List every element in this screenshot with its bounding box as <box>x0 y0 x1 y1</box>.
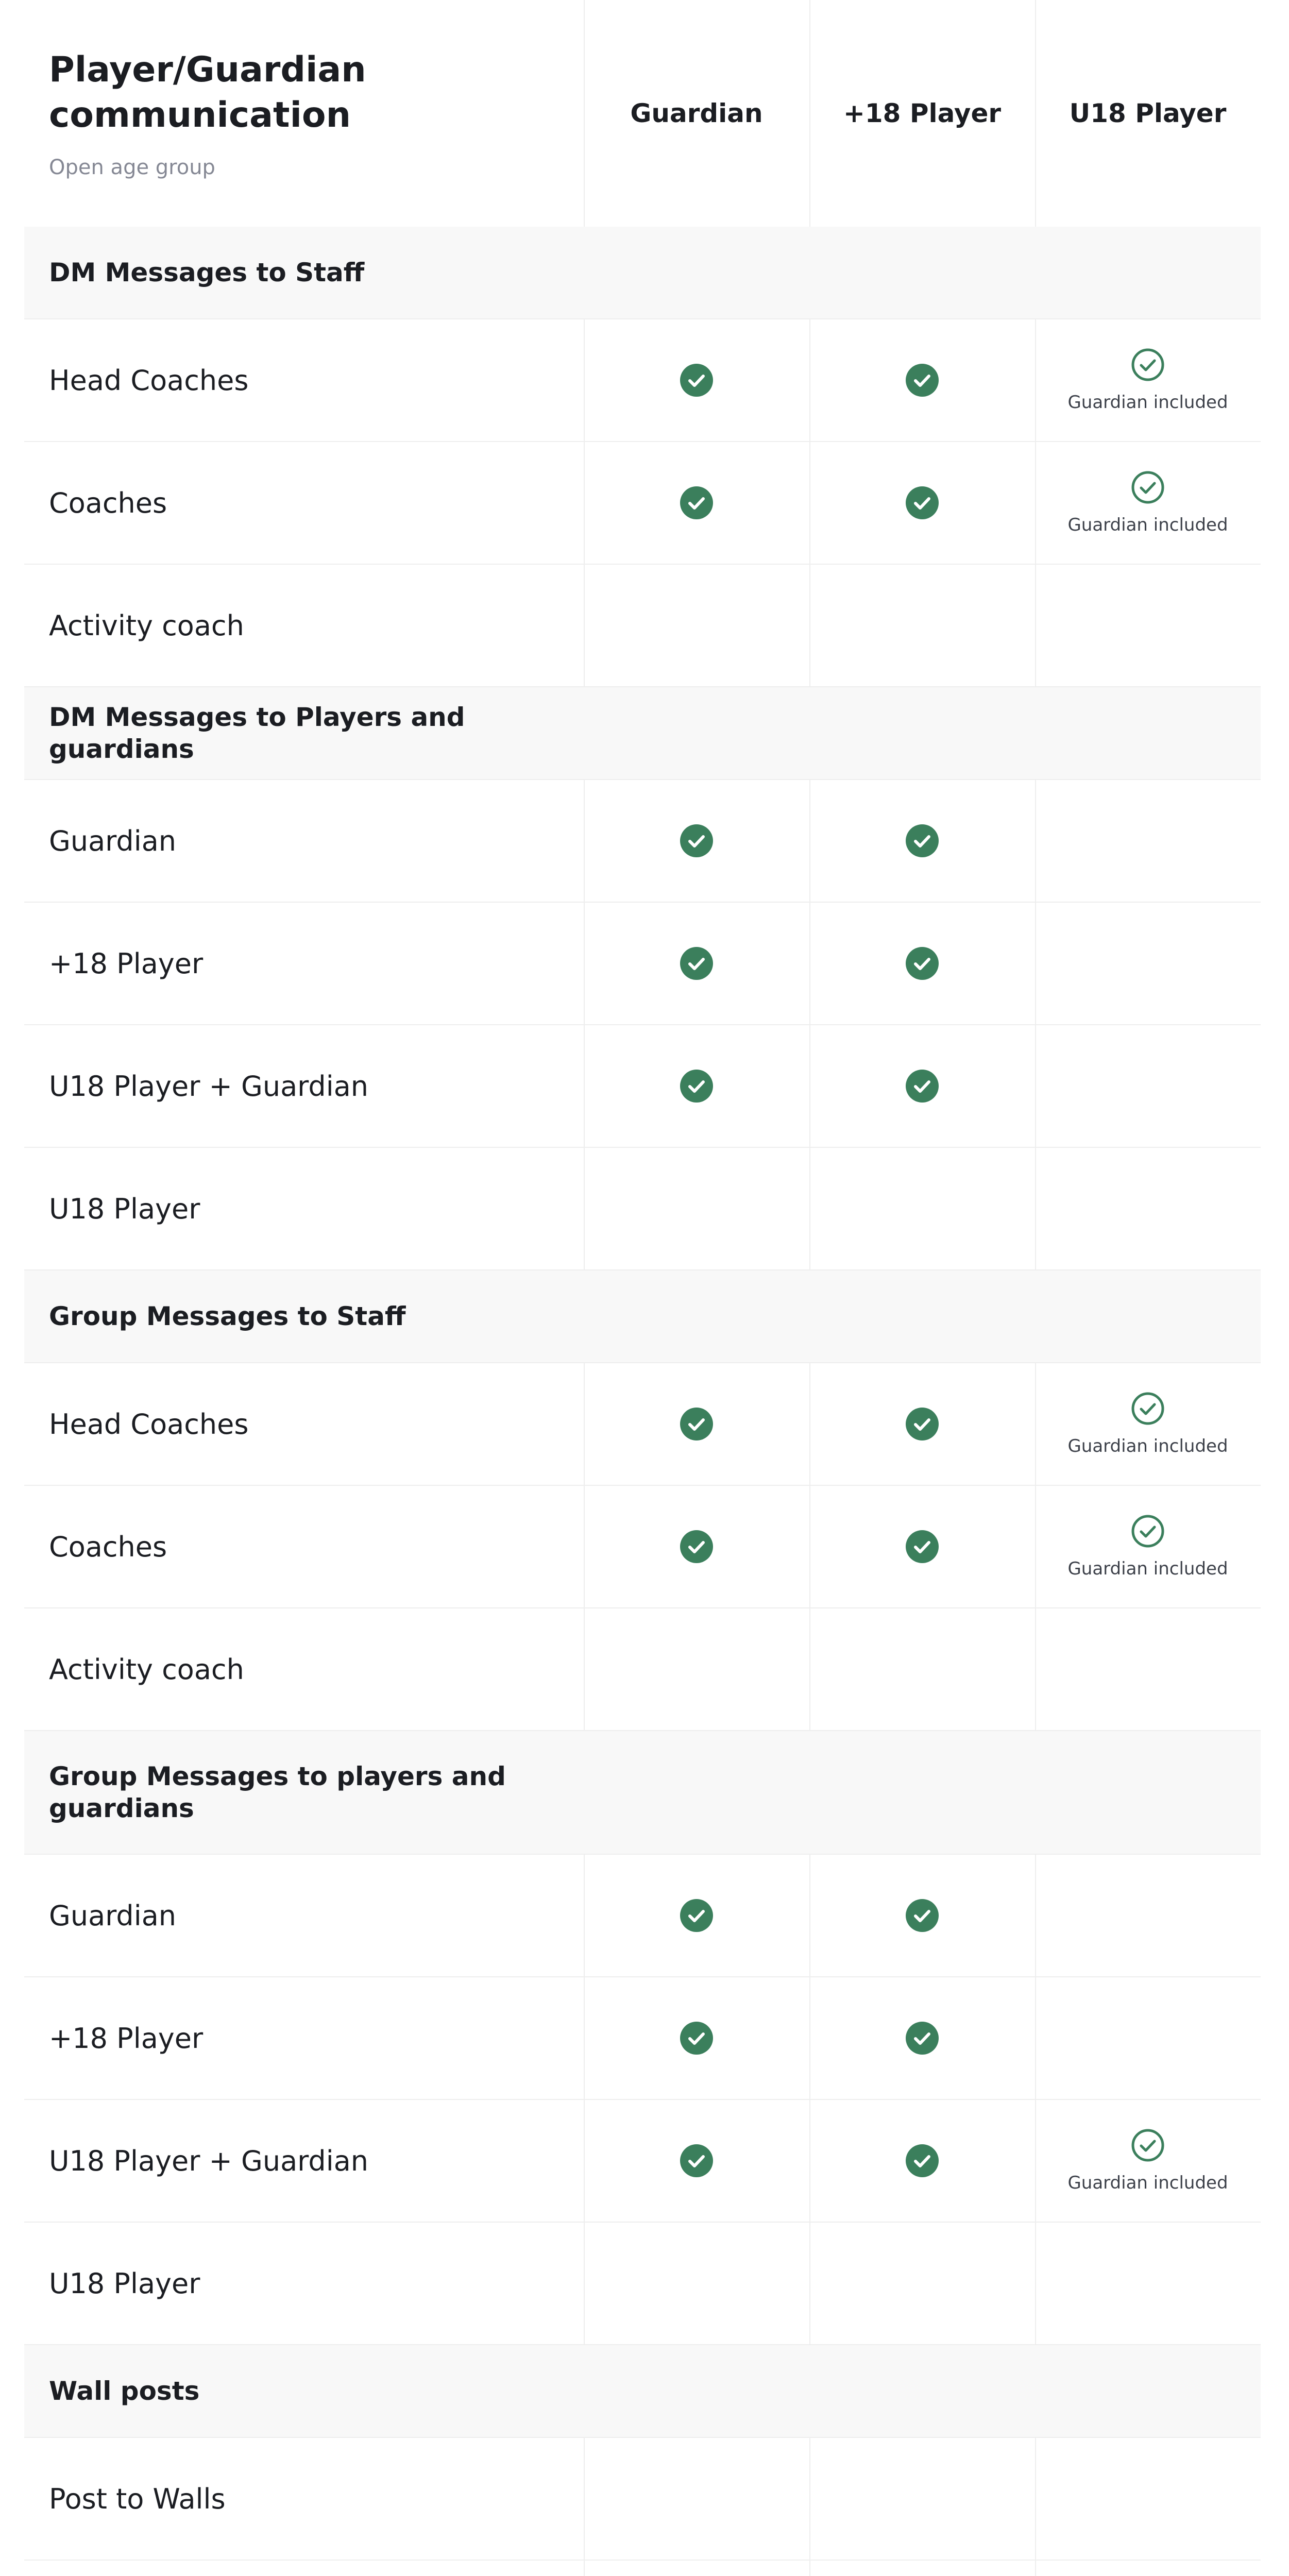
row-label: Activity coach <box>49 1653 244 1686</box>
check-circle-filled-icon <box>905 946 939 980</box>
check-circle-filled-icon <box>905 363 939 397</box>
table-row <box>24 1486 1261 1608</box>
permission-cell <box>809 363 1035 397</box>
guardian-included-note: Guardian included <box>1067 392 1228 413</box>
header-title-cell <box>24 47 584 179</box>
row-label: +18 Player <box>49 947 203 980</box>
column-header-18-player: +18 Player <box>843 98 1002 128</box>
section-title-group-messages-to-staff: Group Messages to Staff <box>49 1301 406 1331</box>
permission-cell <box>584 1530 809 1564</box>
section-header <box>24 687 1261 780</box>
permission-cell <box>584 824 809 858</box>
row-label: U18 Player <box>49 1192 200 1225</box>
table-row <box>24 2100 1261 2223</box>
table-row <box>24 565 1261 687</box>
check-circle-filled-icon <box>905 1530 939 1564</box>
section-title-dm-messages-to-staff: DM Messages to Staff <box>49 258 365 287</box>
table-row <box>24 319 1261 442</box>
check-circle-filled-icon <box>680 1407 714 1441</box>
check-circle-filled-icon <box>680 486 714 520</box>
permission-cell <box>809 946 1035 980</box>
row-label: U18 Player <box>49 2267 200 2300</box>
table-row <box>24 2561 1261 2576</box>
row-label: Guardian <box>49 824 177 857</box>
permission-cell <box>584 486 809 520</box>
permission-cell <box>809 486 1035 520</box>
table-header <box>24 0 1261 227</box>
guardian-included-note: Guardian included <box>1067 1558 1228 1579</box>
column-header-guardian: Guardian <box>630 98 763 128</box>
permission-cell <box>809 1899 1035 1933</box>
section-header <box>24 2345 1261 2438</box>
check-circle-filled-icon <box>680 824 714 858</box>
row-label: Coaches <box>49 486 167 519</box>
permission-cell <box>1035 470 1261 535</box>
row-label: U18 Player + Guardian <box>49 1070 369 1103</box>
page-title: Player/Guardian communication <box>49 49 366 135</box>
check-circle-filled-icon <box>680 2144 714 2178</box>
permission-cell <box>584 1899 809 1933</box>
row-label: Post to Walls <box>49 2482 226 2515</box>
table-row <box>24 1363 1261 1486</box>
check-circle-outline-icon <box>1131 348 1165 382</box>
check-circle-filled-icon <box>680 1069 714 1103</box>
row-label: U18 Player + Guardian <box>49 2144 369 2177</box>
table-body <box>24 227 1261 2576</box>
column-header-u18-player: U18 Player <box>1069 98 1227 128</box>
table-row <box>24 1025 1261 1148</box>
section-title-dm-messages-to-players-and-guardians: DM Messages to Players and guardians <box>49 702 465 764</box>
permission-cell <box>584 1069 809 1103</box>
guardian-included-note: Guardian included <box>1067 2173 1228 2193</box>
guardian-included-note: Guardian included <box>1067 1436 1228 1456</box>
permission-cell <box>809 2144 1035 2178</box>
permission-cell <box>1035 1392 1261 1456</box>
check-circle-filled-icon <box>905 1407 939 1441</box>
guardian-included-note: Guardian included <box>1067 515 1228 535</box>
table-row <box>24 1977 1261 2100</box>
permission-cell <box>809 824 1035 858</box>
permission-cell <box>809 2021 1035 2055</box>
check-circle-filled-icon <box>680 1899 714 1933</box>
check-circle-filled-icon <box>680 1530 714 1564</box>
permission-cell <box>584 363 809 397</box>
check-circle-filled-icon <box>905 2144 939 2178</box>
table-row <box>24 780 1261 903</box>
table-row <box>24 1608 1261 1731</box>
section-title-group-messages-to-players-and-guardians: Group Messages to players and guardians <box>49 1761 506 1823</box>
section-title-wall-posts: Wall posts <box>49 2376 200 2406</box>
table-row <box>24 2438 1261 2561</box>
permission-cell <box>809 1407 1035 1441</box>
check-circle-filled-icon <box>680 2021 714 2055</box>
section-header <box>24 227 1261 319</box>
check-circle-filled-icon <box>905 486 939 520</box>
table-row <box>24 442 1261 565</box>
permission-cell <box>809 1530 1035 1564</box>
row-label: Head Coaches <box>49 1408 249 1440</box>
section-header <box>24 1731 1261 1855</box>
check-circle-outline-icon <box>1131 1514 1165 1548</box>
page-subtitle: Open age group <box>49 156 215 179</box>
permissions-table <box>24 0 1261 2576</box>
table-row <box>24 1855 1261 1977</box>
row-label: Guardian <box>49 1899 177 1932</box>
check-circle-filled-icon <box>680 363 714 397</box>
permission-cell <box>584 946 809 980</box>
permission-cell <box>584 2021 809 2055</box>
permission-cell <box>584 1407 809 1441</box>
permission-cell <box>1035 2128 1261 2193</box>
check-circle-filled-icon <box>905 1899 939 1933</box>
table-row <box>24 903 1261 1025</box>
permission-cell <box>1035 348 1261 413</box>
check-circle-outline-icon <box>1131 470 1165 504</box>
row-label: +18 Player <box>49 2022 203 2055</box>
row-label: Activity coach <box>49 609 244 642</box>
section-header <box>24 1270 1261 1363</box>
table-row <box>24 1148 1261 1270</box>
check-circle-outline-icon <box>1131 2128 1165 2162</box>
check-circle-outline-icon <box>1131 1392 1165 1426</box>
check-circle-filled-icon <box>905 2021 939 2055</box>
permission-cell <box>809 1069 1035 1103</box>
check-circle-filled-icon <box>905 1069 939 1103</box>
permission-cell <box>584 2144 809 2178</box>
check-circle-filled-icon <box>680 946 714 980</box>
row-label: Head Coaches <box>49 364 249 397</box>
table-row <box>24 2223 1261 2345</box>
check-circle-filled-icon <box>905 824 939 858</box>
permission-cell <box>1035 1514 1261 1579</box>
row-label: Coaches <box>49 1530 167 1563</box>
